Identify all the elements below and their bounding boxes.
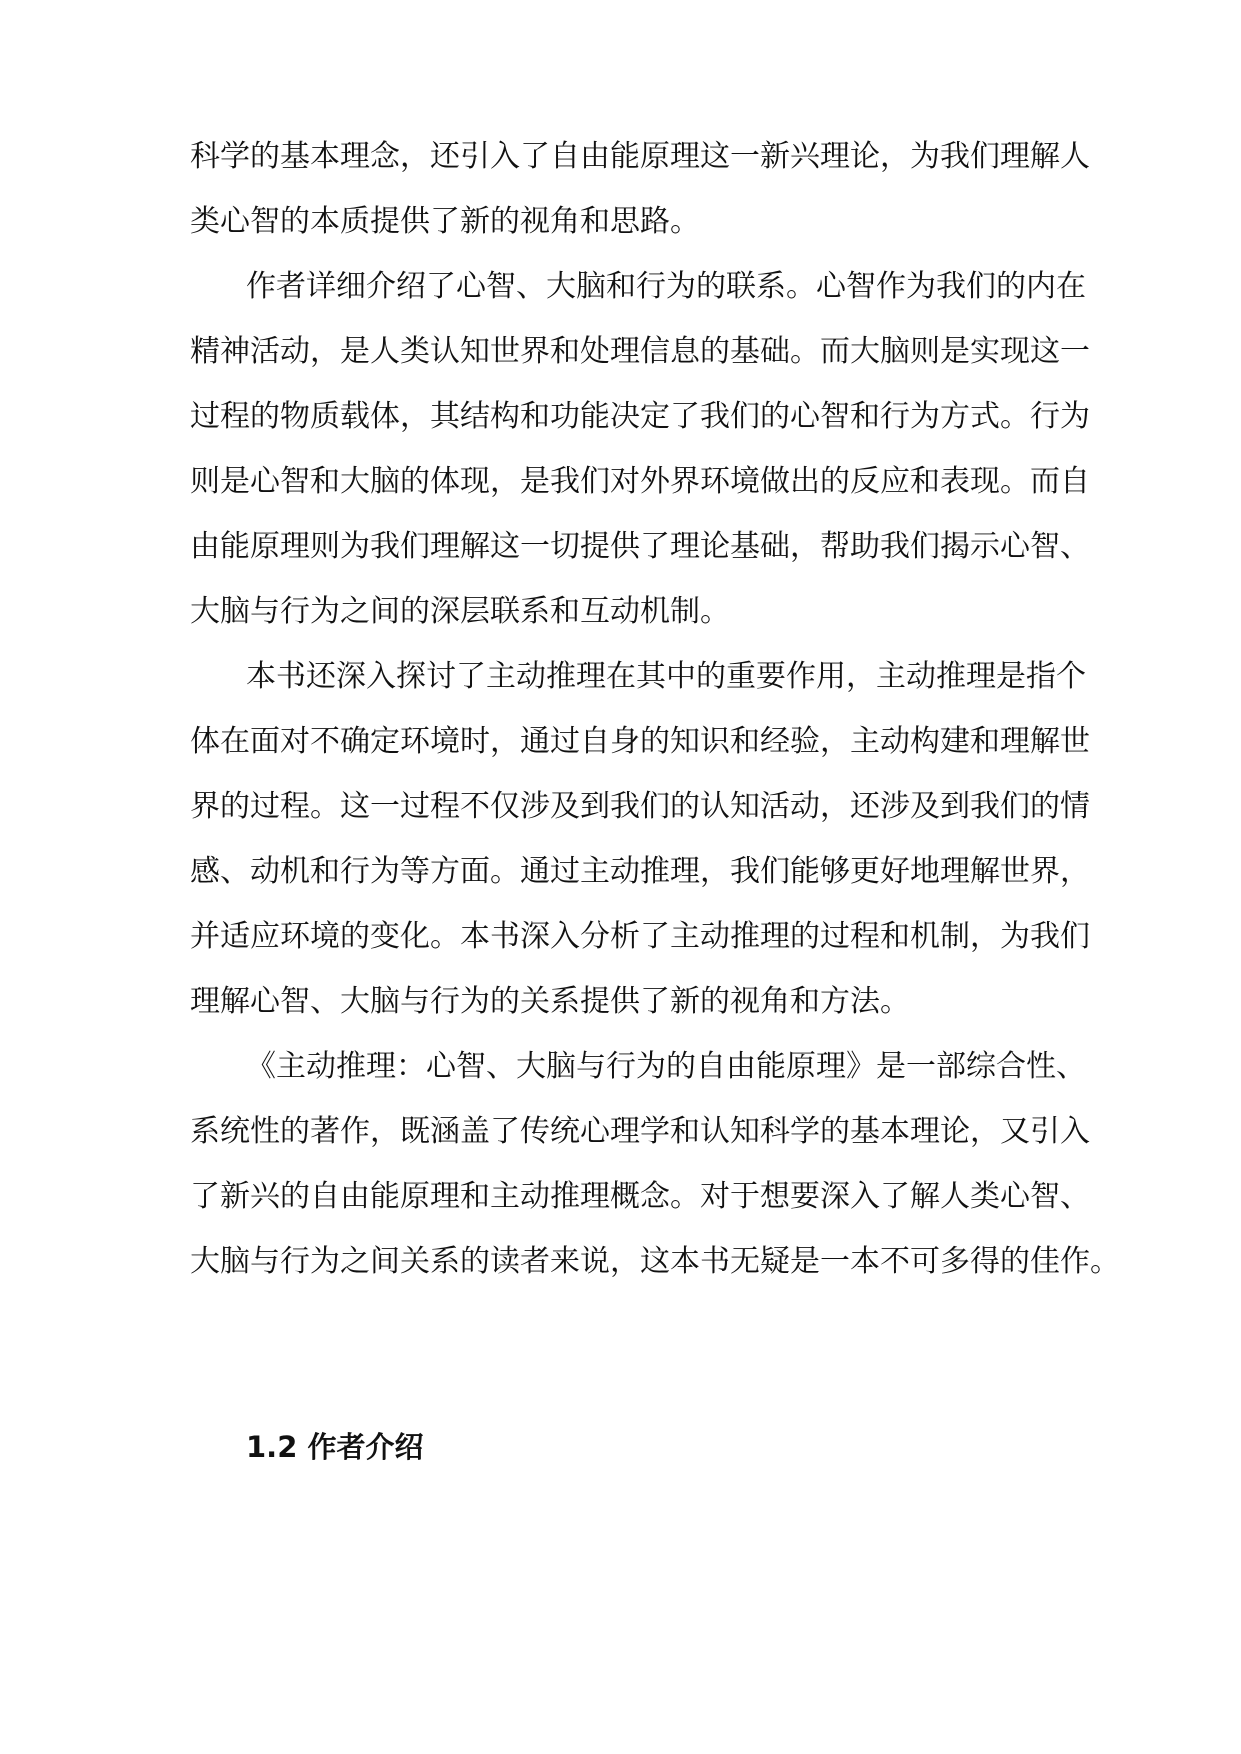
section-heading: 1.2 作者介绍 [246,1430,424,1464]
paragraph-4-line-2: 系统性的著作，既涵盖了传统心理学和认知科学的基本理论，又引入 [190,1114,1090,1149]
paragraph-2-line-3: 过程的物质载体，其结构和功能决定了我们的心智和行为方式。行为 [190,399,1090,434]
paragraph-3-line-4: 感、动机和行为等方面。通过主动推理，我们能够更好地理解世界， [190,854,1090,889]
paragraph-4-line-3: 了新兴的自由能原理和主动推理概念。对于想要深入了解人类心智、 [190,1179,1090,1214]
paragraph-3-line-1: 本书还深入探讨了主动推理在其中的重要作用，主动推理是指个 [246,659,1086,694]
paragraph-2-line-4: 则是心智和大脑的体现，是我们对外界环境做出的反应和表现。而自 [190,464,1090,499]
paragraph-4-line-1: 《主动推理：心智、大脑与行为的自由能原理》是一部综合性、 [246,1049,1086,1084]
paragraph-3-line-3: 界的过程。这一过程不仅涉及到我们的认知活动，还涉及到我们的情 [190,789,1090,824]
paragraph-2-line-5: 由能原理则为我们理解这一切提供了理论基础，帮助我们揭示心智、 [190,529,1090,564]
paragraph-3-line-2: 体在面对不确定环境时，通过自身的知识和经验，主动构建和理解世 [190,724,1090,759]
paragraph-2-line-6: 大脑与行为之间的深层联系和互动机制。 [190,594,730,629]
paragraph-2-line-1: 作者详细介绍了心智、大脑和行为的联系。心智作为我们的内在 [246,269,1086,304]
paragraph-3-line-5: 并适应环境的变化。本书深入分析了主动推理的过程和机制，为我们 [190,919,1090,954]
paragraph-4-line-4: 大脑与行为之间关系的读者来说，这本书无疑是一本不可多得的佳作。 [190,1244,1120,1279]
paragraph-2-line-2: 精神活动，是人类认知世界和处理信息的基础。而大脑则是实现这一 [190,334,1090,369]
paragraph-3-line-6: 理解心智、大脑与行为的关系提供了新的视角和方法。 [190,984,910,1019]
paragraph-1-line-1: 科学的基本理念，还引入了自由能原理这一新兴理论，为我们理解人 [190,139,1090,174]
paragraph-1-line-2: 类心智的本质提供了新的视角和思路。 [190,204,700,239]
